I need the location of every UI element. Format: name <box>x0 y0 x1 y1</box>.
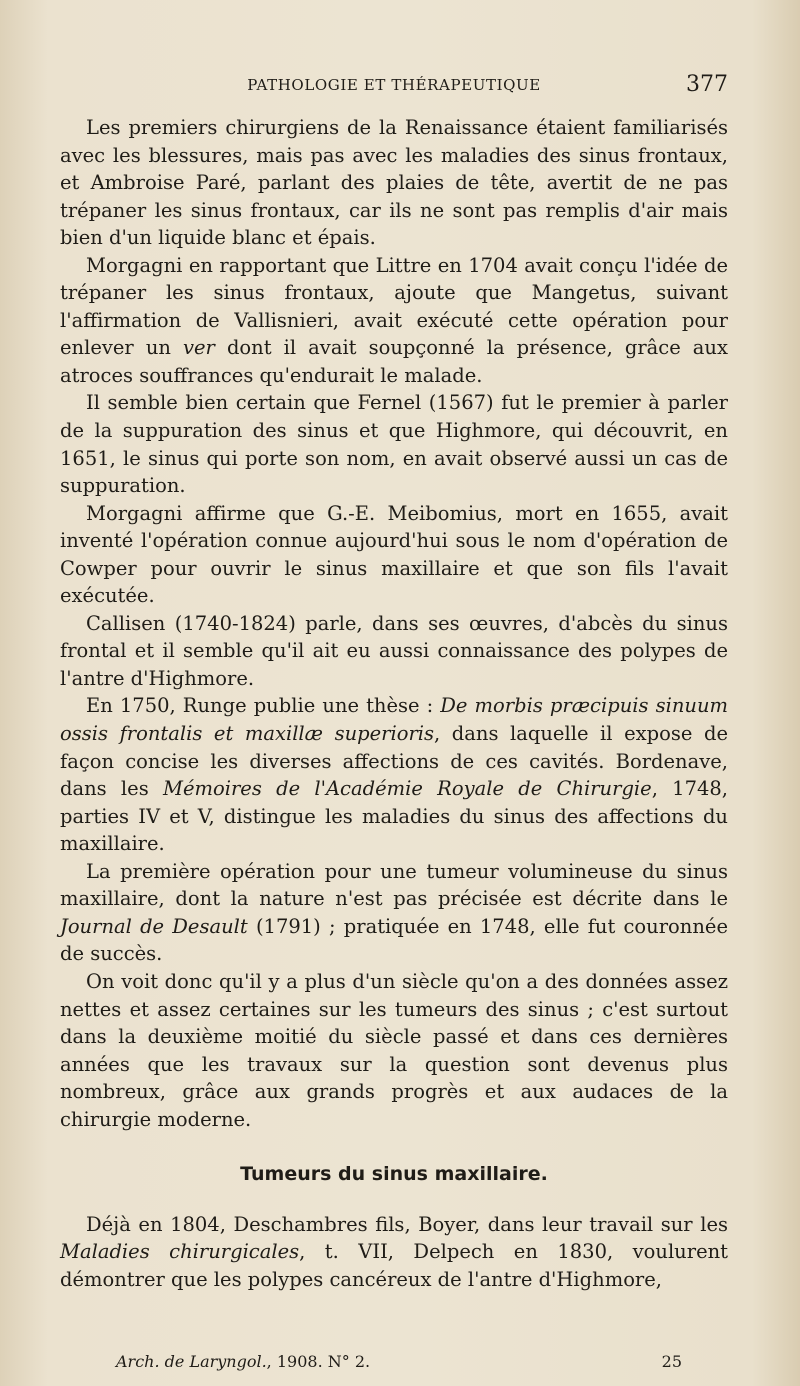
journal-issue: , 1908. N° 2. <box>266 1352 371 1371</box>
page-footer <box>116 1352 682 1372</box>
paragraph-text: En 1750, Runge publie une thèse : <box>86 694 441 718</box>
paragraph-text: , t. VII, Delpech en 1830, voulurent démontrer que les polypes cancéreux de l'antre d'Highmore, <box>60 1240 728 1291</box>
paragraph-text: On voit donc qu'il y a plus d'un siècle qu'on a des données assez nettes et assez certaines sur les tumeurs des sinus ; c'est surtout dans la deuxième moitié du siècle passé et dans ces dernières années que les travaux sur la question sont devenus plus nombreux, grâce aux grands progrès et aux audaces de la chirurgie moderne. <box>60 969 728 1131</box>
paragraph-3 <box>60 389 728 499</box>
paragraph-text: dont il avait soupçonné la présence, grâce aux atroces souffrances qu'endurait le malade. <box>60 336 728 387</box>
section-heading: Tumeurs du sinus maxillaire. <box>240 1163 548 1186</box>
running-title: PATHOLOGIE ET THÉRAPEUTIQUE <box>247 76 541 94</box>
paragraph-text: La première opération pour une tumeur volumineuse du sinus maxillaire, dont la nature n'est pas précisée est décrite dans le <box>60 859 728 911</box>
paragraph-text: Il semble bien certain que Fernel (1567) fut le premier à parler de la suppuration des sinus et que Highmore, qui découvrit, en 1651, le sinus qui porte son nom, en avait observé aussi un cas de suppuration. <box>60 391 728 498</box>
page-number: 377 <box>686 72 728 97</box>
italic-term: ver <box>183 336 215 360</box>
signature-mark: 25 <box>661 1352 682 1371</box>
journal-reference <box>116 1352 370 1371</box>
running-header <box>60 72 728 98</box>
paragraph-5 <box>60 610 728 693</box>
italic-title: Journal de Desault <box>60 914 248 938</box>
paragraph-8 <box>60 968 728 1133</box>
italic-title: Mémoires de l'Académie Royale de Chirurgie <box>162 777 652 801</box>
paragraph-2 <box>60 252 728 390</box>
paragraph-text: , dans laquelle il expose de façon concise les diverses affections de ces cavités. Bordenave, dans les <box>60 722 728 801</box>
italic-title: De morbis præcipuis sinuum ossis frontalis et maxillæ superioris <box>60 694 728 746</box>
paragraph-text: Les premiers chirurgiens de la Renaissance étaient familiarisés avec les blessures, mais pas avec les maladies des sinus frontaux, et Ambroise Paré, parlant des plaies de tête, avertit de ne pas trépaner les sinus frontaux, car ils ne sont pas remplis d'air mais bien d'un liquide blanc et épais. <box>60 116 728 250</box>
paragraph-text: (1791) ; pratiquée en 1748, elle fut couronnée de succès. <box>60 914 728 966</box>
paragraph-text: Callisen (1740-1824) parle, dans ses œuvres, d'abcès du sinus frontal et il semble qu'il ait eu aussi connaissance des polypes de l'antre d'Highmore. <box>60 611 728 690</box>
body-text <box>60 114 728 1293</box>
paragraph-1 <box>60 114 728 252</box>
paragraph-text: Morgagni en rapportant que Littre en 1704 avait conçu l'idée de trépaner les sinus frontaux, ajoute que Mangetus, suivant l'affirmation de Vallisnieri, avait exécuté cette opération pour enlever un <box>60 253 728 360</box>
journal-name: Arch. de Laryngol. <box>116 1352 267 1371</box>
paragraph-4 <box>60 500 728 610</box>
paragraph-text: Déjà en 1804, Deschambres fils, Boyer, dans leur travail sur les <box>86 1212 728 1236</box>
paragraph-6 <box>60 692 728 857</box>
paragraph-text: Morgagni affirme que G.-E. Meibomius, mort en 1655, avait inventé l'opération connue aujourd'hui sous le nom d'opération de Cowper pour ouvrir le sinus maxillaire et que son fils l'avait exécutée. <box>60 501 728 608</box>
paragraph-7 <box>60 858 728 968</box>
paragraph-text: , 1748, parties IV et V, distingue les maladies du sinus des affections du maxillaire. <box>60 777 728 856</box>
section-paragraph <box>60 1211 728 1294</box>
italic-title: Maladies chirurgicales <box>60 1240 300 1264</box>
